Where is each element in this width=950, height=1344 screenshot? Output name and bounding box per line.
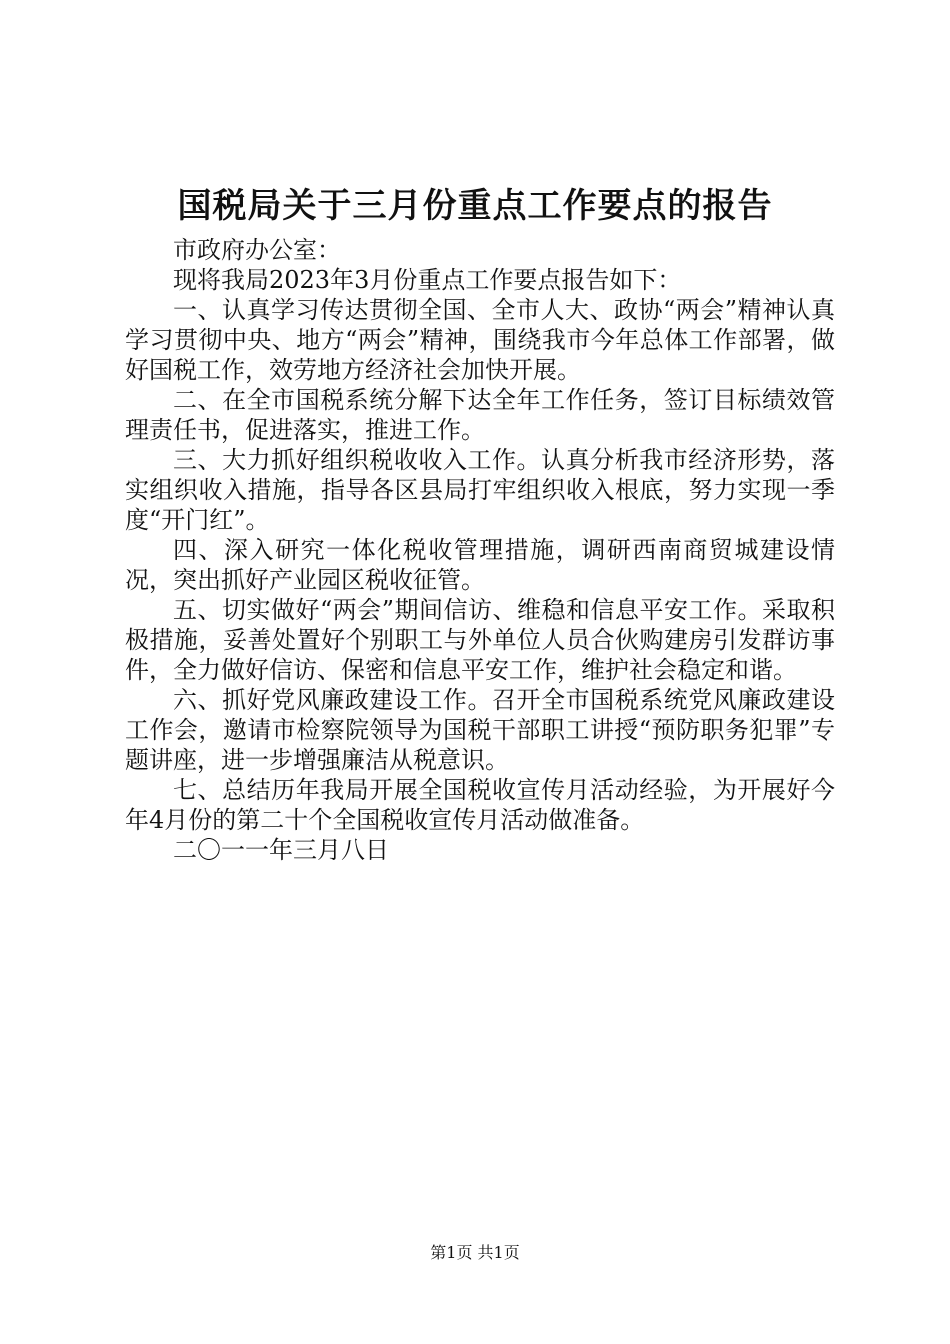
page-footer: 第1页 共1页 [430, 1243, 520, 1262]
document-date: 二〇一一年三月八日 [173, 836, 389, 864]
item-paragraph-5: 五、切实做好“两会”期间信访、维稳和信息平安工作。采取积极措施，妥善处置好个别职工与外单位人员合伙购建房引发群访事件，全力做好信访、保密和信息平安工作，维护社会稳定和谐。 [125, 596, 835, 684]
item-paragraph-3: 三、大力抓好组织税收收入工作。认真分析我市经济形势，落实组织收入措施，指导各区县局打牢组织收入根底，努力实现一季度“开门红”。 [125, 446, 835, 534]
item-paragraph-2: 二、在全市国税系统分解下达全年工作任务，签订目标绩效管理责任书，促进落实，推进工作。 [125, 386, 835, 444]
item-paragraph-6: 六、抓好党风廉政建设工作。召开全市国税系统党风廉政建设工作会，邀请市检察院领导为国税干部职工讲授“预防职务犯罪”专题讲座，进一步增强廉洁从税意识。 [125, 686, 835, 774]
salutation: 市政府办公室： [173, 236, 341, 264]
document-title: 国税局关于三月份重点工作要点的报告 [177, 186, 773, 226]
item-paragraph-4: 四、深入研究一体化税收管理措施，调研西南商贸城建设情况，突出抓好产业园区税收征管。 [125, 536, 835, 594]
document-body [125, 235, 835, 865]
item-paragraph-7: 七、总结历年我局开展全国税收宣传月活动经验，为开展好今年4月份的第二十个全国税收宣传月活动做准备。 [125, 776, 835, 834]
item-paragraph-1: 一、认真学习传达贯彻全国、全市人大、政协“两会”精神认真学习贯彻中央、地方“两会”精神，围绕我市今年总体工作部署，做好国税工作，效劳地方经济社会加快开展。 [125, 296, 835, 384]
intro-paragraph: 现将我局2023年3月份重点工作要点报告如下： [173, 266, 682, 294]
